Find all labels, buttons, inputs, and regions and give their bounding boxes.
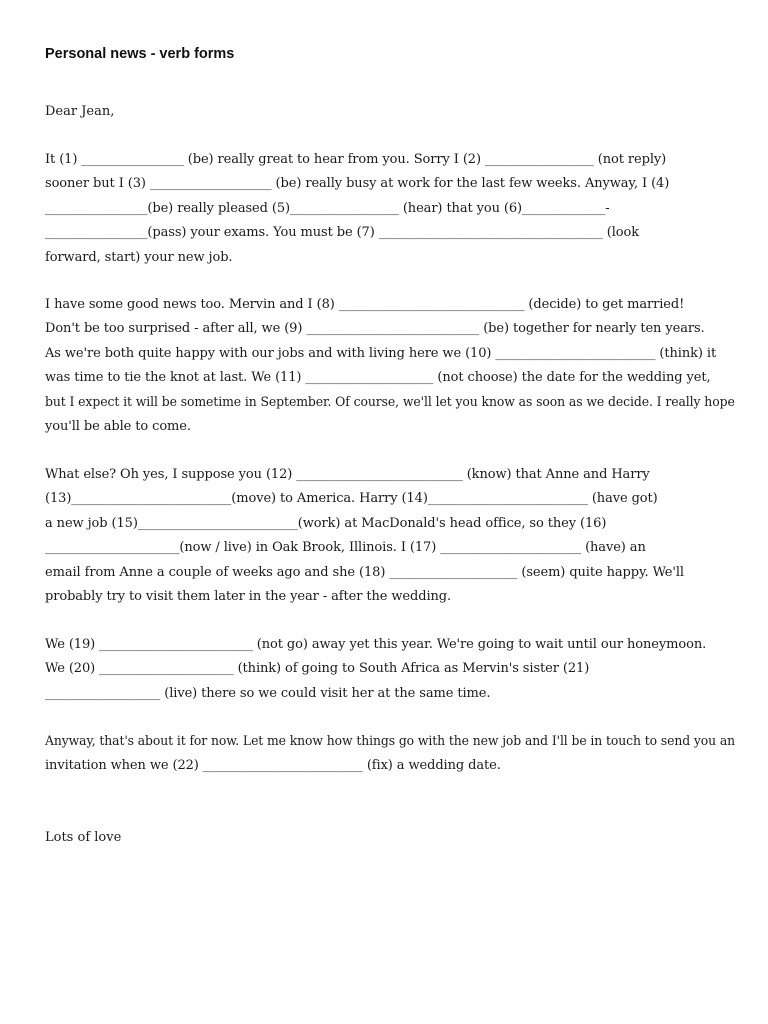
text-line: We (20) _____________________ (think) of going to South Africa as Mervin's sister (21): [45, 661, 590, 677]
text-line: (13)_________________________(move) to America. Harry (14)_________________________ (have got): [45, 491, 658, 507]
text-line: but I expect it will be sometime in September. Of course, we'll let you know as soon as we decide. I really hope: [45, 394, 735, 410]
text-line: probably try to visit them later in the year - after the wedding.: [45, 589, 452, 605]
text-line: sooner but I (3) ___________________ (be) really busy at work for the last few weeks. Anyway, I (4): [45, 176, 670, 192]
text-line: forward, start) your new job.: [45, 249, 233, 265]
text-line: email from Anne a couple of weeks ago and she (18) ____________________ (seem) quite happy. We'll: [45, 564, 684, 580]
text-line: invitation when we (22) _________________________ (fix) a wedding date.: [45, 758, 501, 774]
text-line: you'll be able to come.: [45, 419, 191, 435]
text-line: Anyway, that's about it for now. Let me know how things go with the new job and I'll be in touch to send you an: [45, 734, 736, 749]
text-line: It (1) ________________ (be) really great to hear from you. Sorry I (2) _________________ (not reply): [45, 152, 667, 167]
text-line: ________________(pass) your exams. You must be (7) ___________________________________ (look: [45, 225, 640, 241]
text-line: We (19) ________________________ (not go) away yet this year. We're going to wait until our honeymoon.: [45, 637, 707, 652]
text-line: As we're both quite happy with our jobs and with living here we (10) _________________________ (think) it: [45, 345, 717, 361]
text-line: was time to tie the knot at last. We (11) ____________________ (not choose) the date for the wedding yet,: [45, 370, 711, 386]
paragraph-4: [45, 633, 735, 706]
text-line: ________________(be) really pleased (5)_________________ (hear) that you (6)_____________-: [45, 200, 610, 216]
paragraph-1: [45, 148, 735, 270]
text-line: __________________ (live) there so we could visit her at the same time.: [45, 685, 491, 701]
page-title: Personal news - verb forms: [45, 46, 235, 62]
letter-greeting: Dear Jean,: [45, 104, 115, 119]
text-line: a new job (15)_________________________(work) at MacDonald's head office, so they (16): [45, 515, 607, 531]
paragraph-5: [45, 730, 735, 779]
text-line: Don't be too surprised - after all, we (9) ___________________________ (be) together for nearly ten years.: [45, 321, 705, 337]
text-line: I have some good news too. Mervin and I (8) _____________________________ (decide) to get married!: [45, 297, 685, 312]
text-line: _____________________(now / live) in Oak Brook, Illinois. I (17) ______________________ (have) an: [45, 540, 646, 556]
text-line: What else? Oh yes, I suppose you (12) __________________________ (know) that Anne and Harry: [45, 467, 650, 482]
paragraph-3: [45, 463, 735, 609]
letter-closing: Lots of love: [45, 830, 122, 845]
paragraph-2: [45, 293, 735, 439]
